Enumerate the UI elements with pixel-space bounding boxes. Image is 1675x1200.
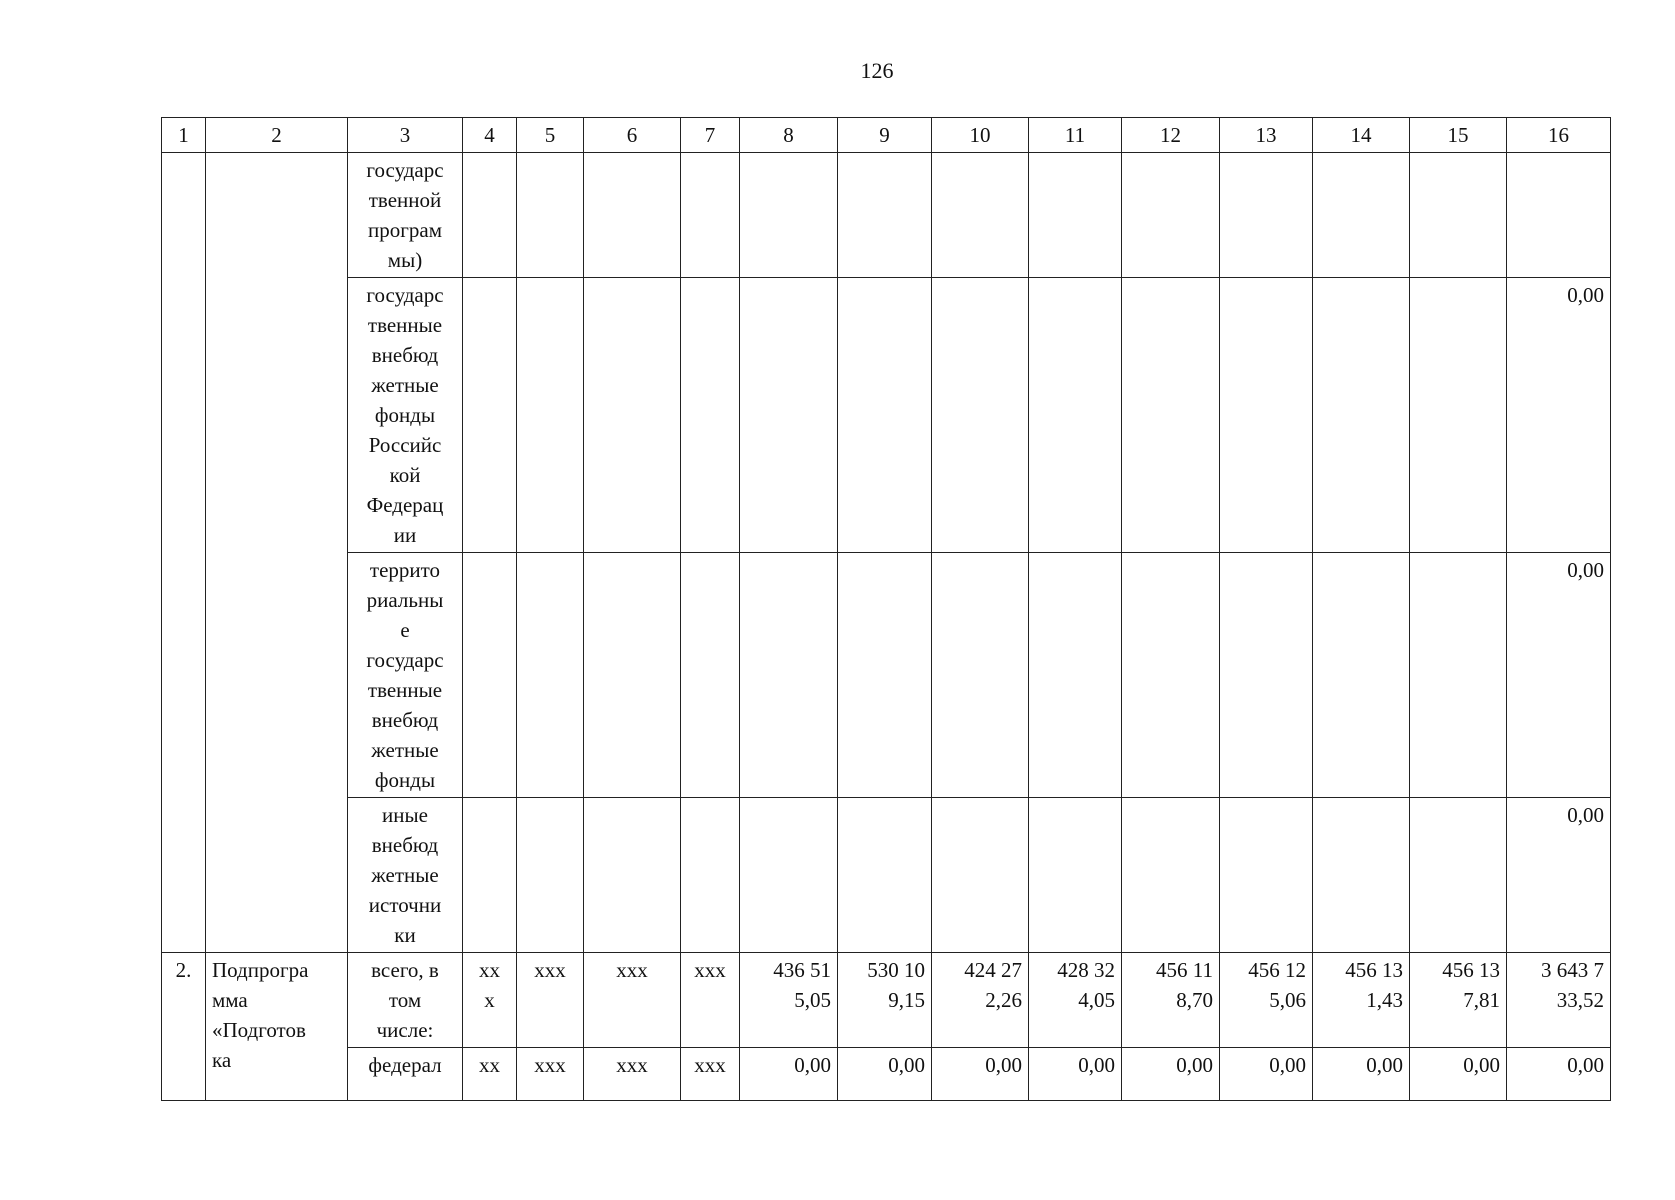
value-cell: 428 32 4,05 [1029, 953, 1122, 1048]
row-name-cell [206, 153, 348, 953]
value-cell: 0,00 [1122, 1048, 1220, 1101]
header-cell: 15 [1410, 118, 1507, 153]
header-cell: 5 [517, 118, 584, 153]
funding-source-cell: террито риальны е государс твенные внебюд жетные фонды [348, 553, 463, 798]
header-cell: 8 [740, 118, 838, 153]
code-cell: ххх [517, 1048, 584, 1101]
table-row [162, 278, 1611, 553]
table-row [162, 798, 1611, 953]
page-number: 126 [860, 58, 894, 83]
value-cell: 456 13 1,43 [1313, 953, 1410, 1048]
value-cell: 456 13 7,81 [1410, 953, 1507, 1048]
header-cell: 6 [584, 118, 681, 153]
value-cell: 0,00 [838, 1048, 932, 1101]
subprogram-number: 2. [162, 953, 206, 1101]
value-cell: 0,00 [1029, 1048, 1122, 1101]
table-row [162, 953, 1611, 1048]
value-cell: 0,00 [1410, 1048, 1507, 1101]
value-cell: 0,00 [932, 1048, 1029, 1101]
value-cell: 456 12 5,06 [1220, 953, 1313, 1048]
table-row [162, 1048, 1611, 1101]
header-cell: 4 [463, 118, 517, 153]
header-cell: 1 [162, 118, 206, 153]
total-cell: 0,00 [1507, 278, 1611, 553]
value-cell: 436 51 5,05 [740, 953, 838, 1048]
table-row [162, 153, 1611, 278]
header-cell: 14 [1313, 118, 1410, 153]
header-cell: 11 [1029, 118, 1122, 153]
code-cell: хх х [463, 953, 517, 1048]
funding-source-cell: федерал [348, 1048, 463, 1101]
header-cell: 2 [206, 118, 348, 153]
header-cell: 10 [932, 118, 1029, 153]
value-cell: 3 643 7 33,52 [1507, 953, 1611, 1048]
value-cell: 424 27 2,26 [932, 953, 1029, 1048]
header-cell: 3 [348, 118, 463, 153]
header-cell: 12 [1122, 118, 1220, 153]
value-cell: 0,00 [1313, 1048, 1410, 1101]
budget-table [161, 117, 1611, 1101]
table-row [162, 553, 1611, 798]
value-cell: 456 11 8,70 [1122, 953, 1220, 1048]
header-cell: 16 [1507, 118, 1611, 153]
code-cell: хх [463, 1048, 517, 1101]
code-cell: ххх [681, 1048, 740, 1101]
header-row [162, 118, 1611, 153]
value-cell: 0,00 [1220, 1048, 1313, 1101]
funding-source-cell: всего, в том числе: [348, 953, 463, 1048]
total-cell [1507, 153, 1611, 278]
total-cell: 0,00 [1507, 553, 1611, 798]
code-cell: ххх [517, 953, 584, 1048]
value-cell: 530 10 9,15 [838, 953, 932, 1048]
header-cell: 9 [838, 118, 932, 153]
funding-source-cell: иные внебюд жетные источни ки [348, 798, 463, 953]
funding-source-cell: государс твенной програм мы) [348, 153, 463, 278]
funding-source-cell: государс твенные внебюд жетные фонды Российс кой Федерац ии [348, 278, 463, 553]
value-cell: 0,00 [1507, 1048, 1611, 1101]
header-cell: 13 [1220, 118, 1313, 153]
total-cell: 0,00 [1507, 798, 1611, 953]
code-cell: ххх [584, 953, 681, 1048]
code-cell: ххх [584, 1048, 681, 1101]
header-cell: 7 [681, 118, 740, 153]
row-number-cell [162, 153, 206, 953]
value-cell: 0,00 [740, 1048, 838, 1101]
code-cell: ххх [681, 953, 740, 1048]
subprogram-name: Подпрогра мма «Подготов ка [206, 953, 348, 1101]
